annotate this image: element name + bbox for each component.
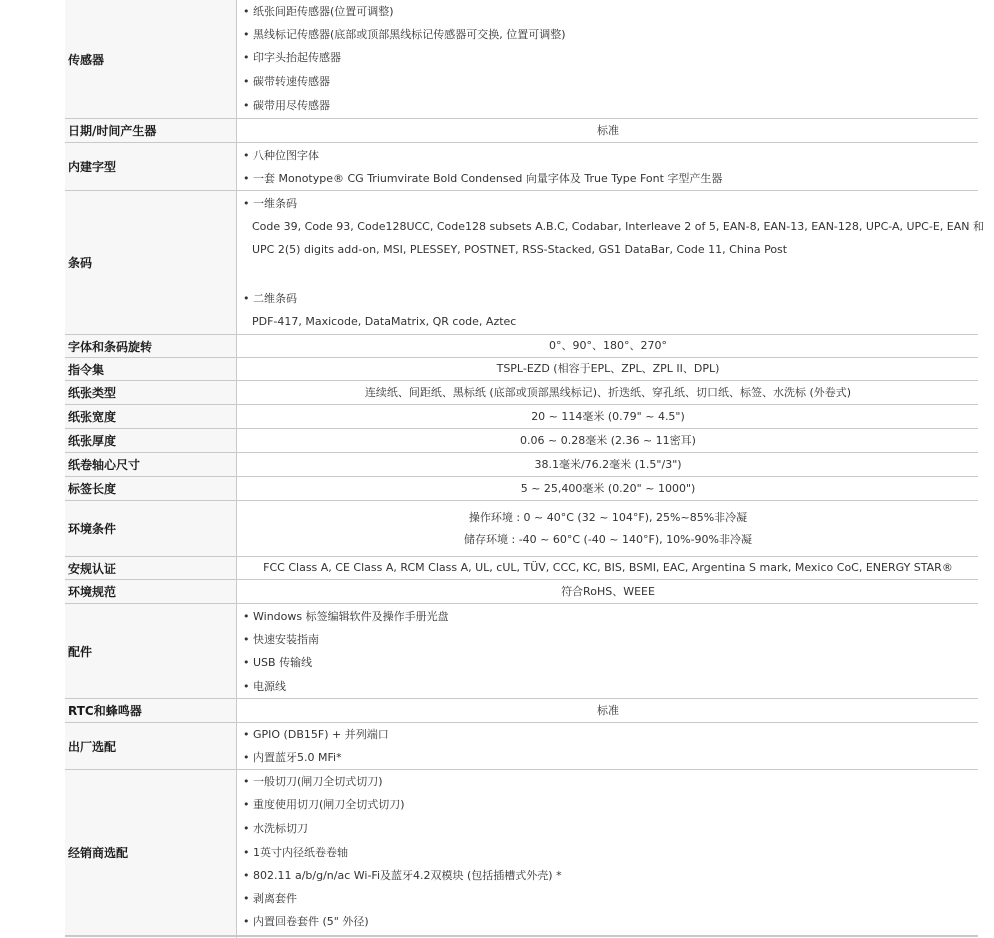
row-value — [238, 501, 978, 556]
row-factory-options — [65, 723, 978, 770]
list-item: • 电源线 — [243, 675, 286, 698]
row-label: 标签长度 — [65, 477, 236, 500]
row-label: 内建字型 — [65, 143, 236, 190]
row-label: 出厂选配 — [65, 723, 236, 769]
row-label: RTC和蜂鸣器 — [65, 699, 236, 722]
row-value — [238, 0, 978, 118]
row-value: 20 ~ 114毫米 (0.79" ~ 4.5") — [531, 409, 685, 423]
row-value: 38.1毫米/76.2毫米 (1.5"/3") — [534, 457, 682, 471]
row-label: 配件 — [65, 604, 236, 698]
row-label: 字体和条码旋转 — [65, 335, 236, 357]
list-item: • GPIO (DB15F) + 并列端口 — [243, 723, 389, 746]
row-label: 纸卷轴心尺寸 — [65, 453, 236, 476]
list-item: • 水洗标切刀 — [243, 817, 308, 840]
list-item: • 一般切刀(闸刀全切式切刀) — [243, 770, 383, 793]
row-value — [238, 723, 978, 769]
row-value: 5 ~ 25,400毫米 (0.20" ~ 1000") — [520, 481, 696, 495]
row-value — [238, 604, 978, 698]
list-item: • 碳带用尽传感器 — [243, 94, 330, 117]
row-media-type — [65, 381, 978, 405]
list-item: • 黑线标记传感器(底部或顶部黑线标记传感器可交换, 位置可调整) — [243, 23, 566, 46]
row-dealer-options — [65, 770, 978, 936]
row-value — [238, 770, 978, 935]
row-core-size — [65, 453, 978, 477]
row-media-thickness — [65, 429, 978, 453]
row-value: 0°、90°、180°、270° — [549, 339, 667, 352]
row-label-length — [65, 477, 978, 501]
row-value — [238, 191, 984, 334]
list-item: • 一套 Monotype® CG Triumvirate Bold Condensed 向量字体及 True Type Font 字型产生器 — [243, 167, 722, 190]
row-environment — [65, 501, 978, 557]
list-item: • 碳带转速传感器 — [243, 70, 330, 93]
row-label: 环境规范 — [65, 580, 236, 603]
row-value: 连续纸、间距纸、黑标纸 (底部或顶部黑线标记)、折迭纸、穿孔纸、切口纸、标签、水洗标 (外卷式) — [364, 385, 852, 399]
row-value: 0.06 ~ 0.28毫米 (2.36 ~ 11密耳) — [520, 433, 696, 447]
row-fonts — [65, 143, 978, 191]
barcode-2d-line: PDF-417, Maxicode, DataMatrix, QR code, Aztec — [252, 315, 517, 328]
row-value: 标准 — [597, 703, 619, 717]
row-date-time — [65, 119, 978, 143]
list-item: • 内置回卷套件 (5" 外径) — [243, 910, 369, 933]
barcode-1d-line: Code 39, Code 93, Code128UCC, Code128 subsets A.B.C, Codabar, Interleave 2 of 5, EAN-8, EAN-13, EAN-128, UPC-A, UPC-E, EAN 和 — [252, 220, 984, 233]
row-label: 条码 — [65, 191, 236, 334]
row-rotation — [65, 335, 978, 358]
row-barcode — [65, 191, 984, 335]
row-sensor — [65, 0, 978, 119]
row-label: 环境条件 — [65, 501, 236, 556]
row-command-set — [65, 358, 978, 381]
row-media-width — [65, 405, 978, 429]
row-value: FCC Class A, CE Class A, RCM Class A, UL, cUL, TÜV, CCC, KC, BIS, BSMI, EAC, Argentina S mark, Mexico CoC, ENERGY STAR® — [263, 561, 953, 574]
barcode-1d-line: UPC 2(5) digits add-on, MSI, PLESSEY, POSTNET, RSS-Stacked, GS1 DataBar, Code 11, China Post — [252, 243, 788, 256]
list-item: • 快速安装指南 — [243, 628, 319, 651]
list-item: • 内置蓝牙5.0 MFi* — [243, 746, 342, 769]
list-item: • Windows 标签编辑软件及操作手册光盘 — [243, 605, 449, 628]
list-item: • 纸张间距传感器(位置可调整) — [243, 0, 394, 23]
list-item: • 印字头抬起传感器 — [243, 46, 341, 69]
list-item: • 802.11 a/b/g/n/ac Wi-Fi及蓝牙4.2双模块 (包括插槽式外壳) * — [243, 864, 562, 887]
list-item: • 八种位图字体 — [243, 144, 319, 167]
list-item: • 一维条码 — [243, 192, 297, 215]
list-item: • 剥离套件 — [243, 887, 297, 910]
list-item: • USB 传输线 — [243, 651, 312, 674]
row-label: 经销商选配 — [65, 770, 236, 935]
row-label: 纸张类型 — [65, 381, 236, 404]
operating-env: 操作环境 : 0 ~ 40°C (32 ~ 104°F), 25%~85%非冷凝 — [468, 510, 748, 524]
row-value: 符合RoHS、WEEE — [561, 584, 655, 598]
list-item: • 二维条码 — [243, 287, 297, 310]
row-label: 指令集 — [65, 358, 236, 380]
row-value: 标准 — [597, 123, 619, 137]
row-env-regulation — [65, 580, 978, 604]
list-item: • 1英寸内径纸卷卷轴 — [243, 841, 348, 864]
storage-env: 储存环境 : -40 ~ 60°C (-40 ~ 140°F), 10%-90%非冷凝 — [464, 532, 752, 546]
row-label: 安规认证 — [65, 557, 236, 579]
row-label: 纸张宽度 — [65, 405, 236, 428]
list-item: • 重度使用切刀(闸刀全切式切刀) — [243, 793, 405, 816]
row-value — [238, 143, 978, 190]
row-rtc-buzzer — [65, 699, 978, 723]
row-value: TSPL-EZD (相容于EPL、ZPL、ZPL II、DPL) — [496, 362, 720, 375]
row-accessories — [65, 604, 978, 699]
row-safety — [65, 557, 978, 580]
row-label: 传感器 — [65, 0, 236, 118]
row-label: 纸张厚度 — [65, 429, 236, 452]
row-label: 日期/时间产生器 — [65, 119, 236, 142]
